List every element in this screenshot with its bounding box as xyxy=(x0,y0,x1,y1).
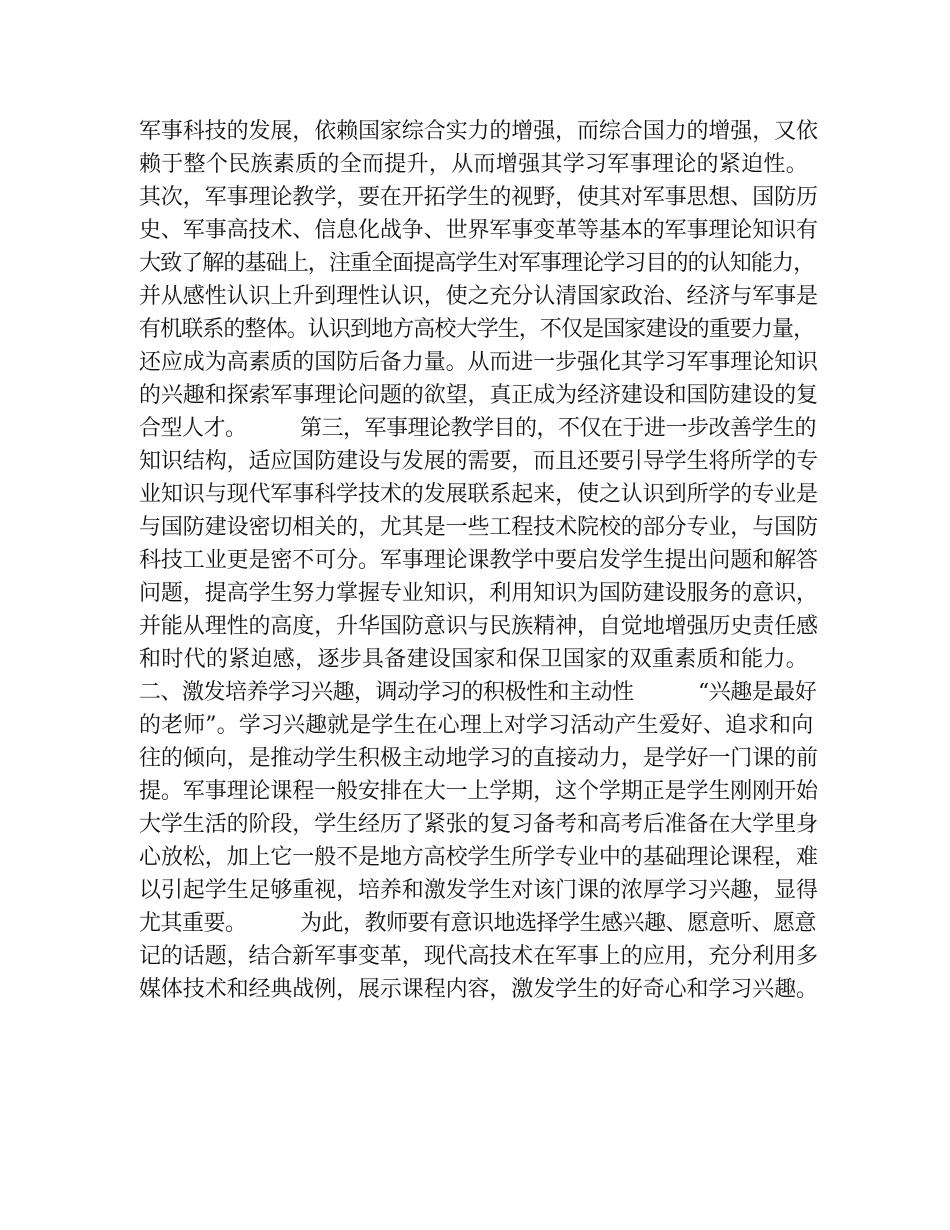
text-line: 史、军事高技术、信息化战争、世界军事变革等基本的军事理论知识有 xyxy=(139,218,818,243)
text-line: 媒体技术和经典战例，展示课程内容，激发学生的好奇心和学习兴趣。 xyxy=(139,977,818,1002)
text-line: 科技工业更是密不可分。军事理论课教学中要启发学生提出问题和解答 xyxy=(139,548,818,573)
text-line: 其次，军事理论教学，要在开拓学生的视野，使其对军事思想、国防历 xyxy=(139,185,818,210)
text-line: 赖于整个民族素质的全而提升，从而增强其学习军事理论的紧迫性。 xyxy=(139,152,809,177)
text-line: 尤其重要。 为此，教师要有意识地选择学生感兴趣、愿意听、愿意 xyxy=(139,911,817,936)
text-line: 往的倾向，是推动学生积极主动地学习的直接动力，是学好一门课的前 xyxy=(139,746,818,771)
text-line: 并从感性认识上升到理性认识，使之充分认清国家政治、经济与军事是 xyxy=(139,284,818,309)
text-line: 问题，提高学生努力掌握专业知识，利用知识为国防建设服务的意识， xyxy=(139,581,818,606)
text-line: 的老师”。学习兴趣就是学生在心理上对学习活动产生爱好、追求和向 xyxy=(139,713,814,738)
text-line: 合型人才。 第三，军事理论教学目的，不仅在于进一步改善学生的 xyxy=(139,416,817,441)
text-line: 记的话题，结合新军事变革，现代高技术在军事上的应用，充分利用多 xyxy=(139,944,818,969)
text-line: 的兴趣和探索军事理论问题的欲望，真正成为经济建设和国防建设的复 xyxy=(139,383,818,408)
text-line: 大学生活的阶段，学生经历了紧张的复习备考和高考后准备在大学里身 xyxy=(139,812,818,837)
text-line: 和时代的紧迫感，逐步具备建设国家和保卫国家的双重素质和能力。 xyxy=(139,647,809,672)
text-line: 并能从理性的高度，升华国防意识与民族精神，自觉地增强历史责任感 xyxy=(139,614,818,639)
text-line: 二、激发培养学习兴趣，调动学习的积极性和主动性 “兴趣是最好 xyxy=(139,680,817,705)
text-line: 心放松，加上它一般不是地方高校学生所学专业中的基础理论课程，难 xyxy=(139,845,818,870)
text-line: 提。军事理论课程一般安排在大一上学期，这个学期正是学生刚刚开始 xyxy=(139,779,818,804)
text-line: 大致了解的基础上，注重全面提高学生对军事理论学习目的的认知能力， xyxy=(139,251,815,276)
text-line: 以引起学生足够重视，培养和激发学生对该门课的浓厚学习兴趣，显得 xyxy=(139,878,818,903)
text-line: 军事科技的发展，依赖国家综合实力的增强，而综合国力的增强，又依 xyxy=(139,119,818,144)
body-text xyxy=(139,115,819,1006)
text-line: 有机联系的整体。认识到地方高校大学生，不仅是国家建设的重要力量， xyxy=(139,317,815,342)
text-line: 知识结构，适应国防建设与发展的需要，而且还要引导学生将所学的专 xyxy=(139,449,818,474)
text-line: 业知识与现代军事科学技术的发展联系起来，使之认识到所学的专业是 xyxy=(139,482,818,507)
text-line: 与国防建设密切相关的，尤其是一些工程技术院校的部分专业，与国防 xyxy=(139,515,818,540)
text-line: 还应成为高素质的国防后备力量。从而进一步强化其学习军事理论知识 xyxy=(139,350,818,375)
